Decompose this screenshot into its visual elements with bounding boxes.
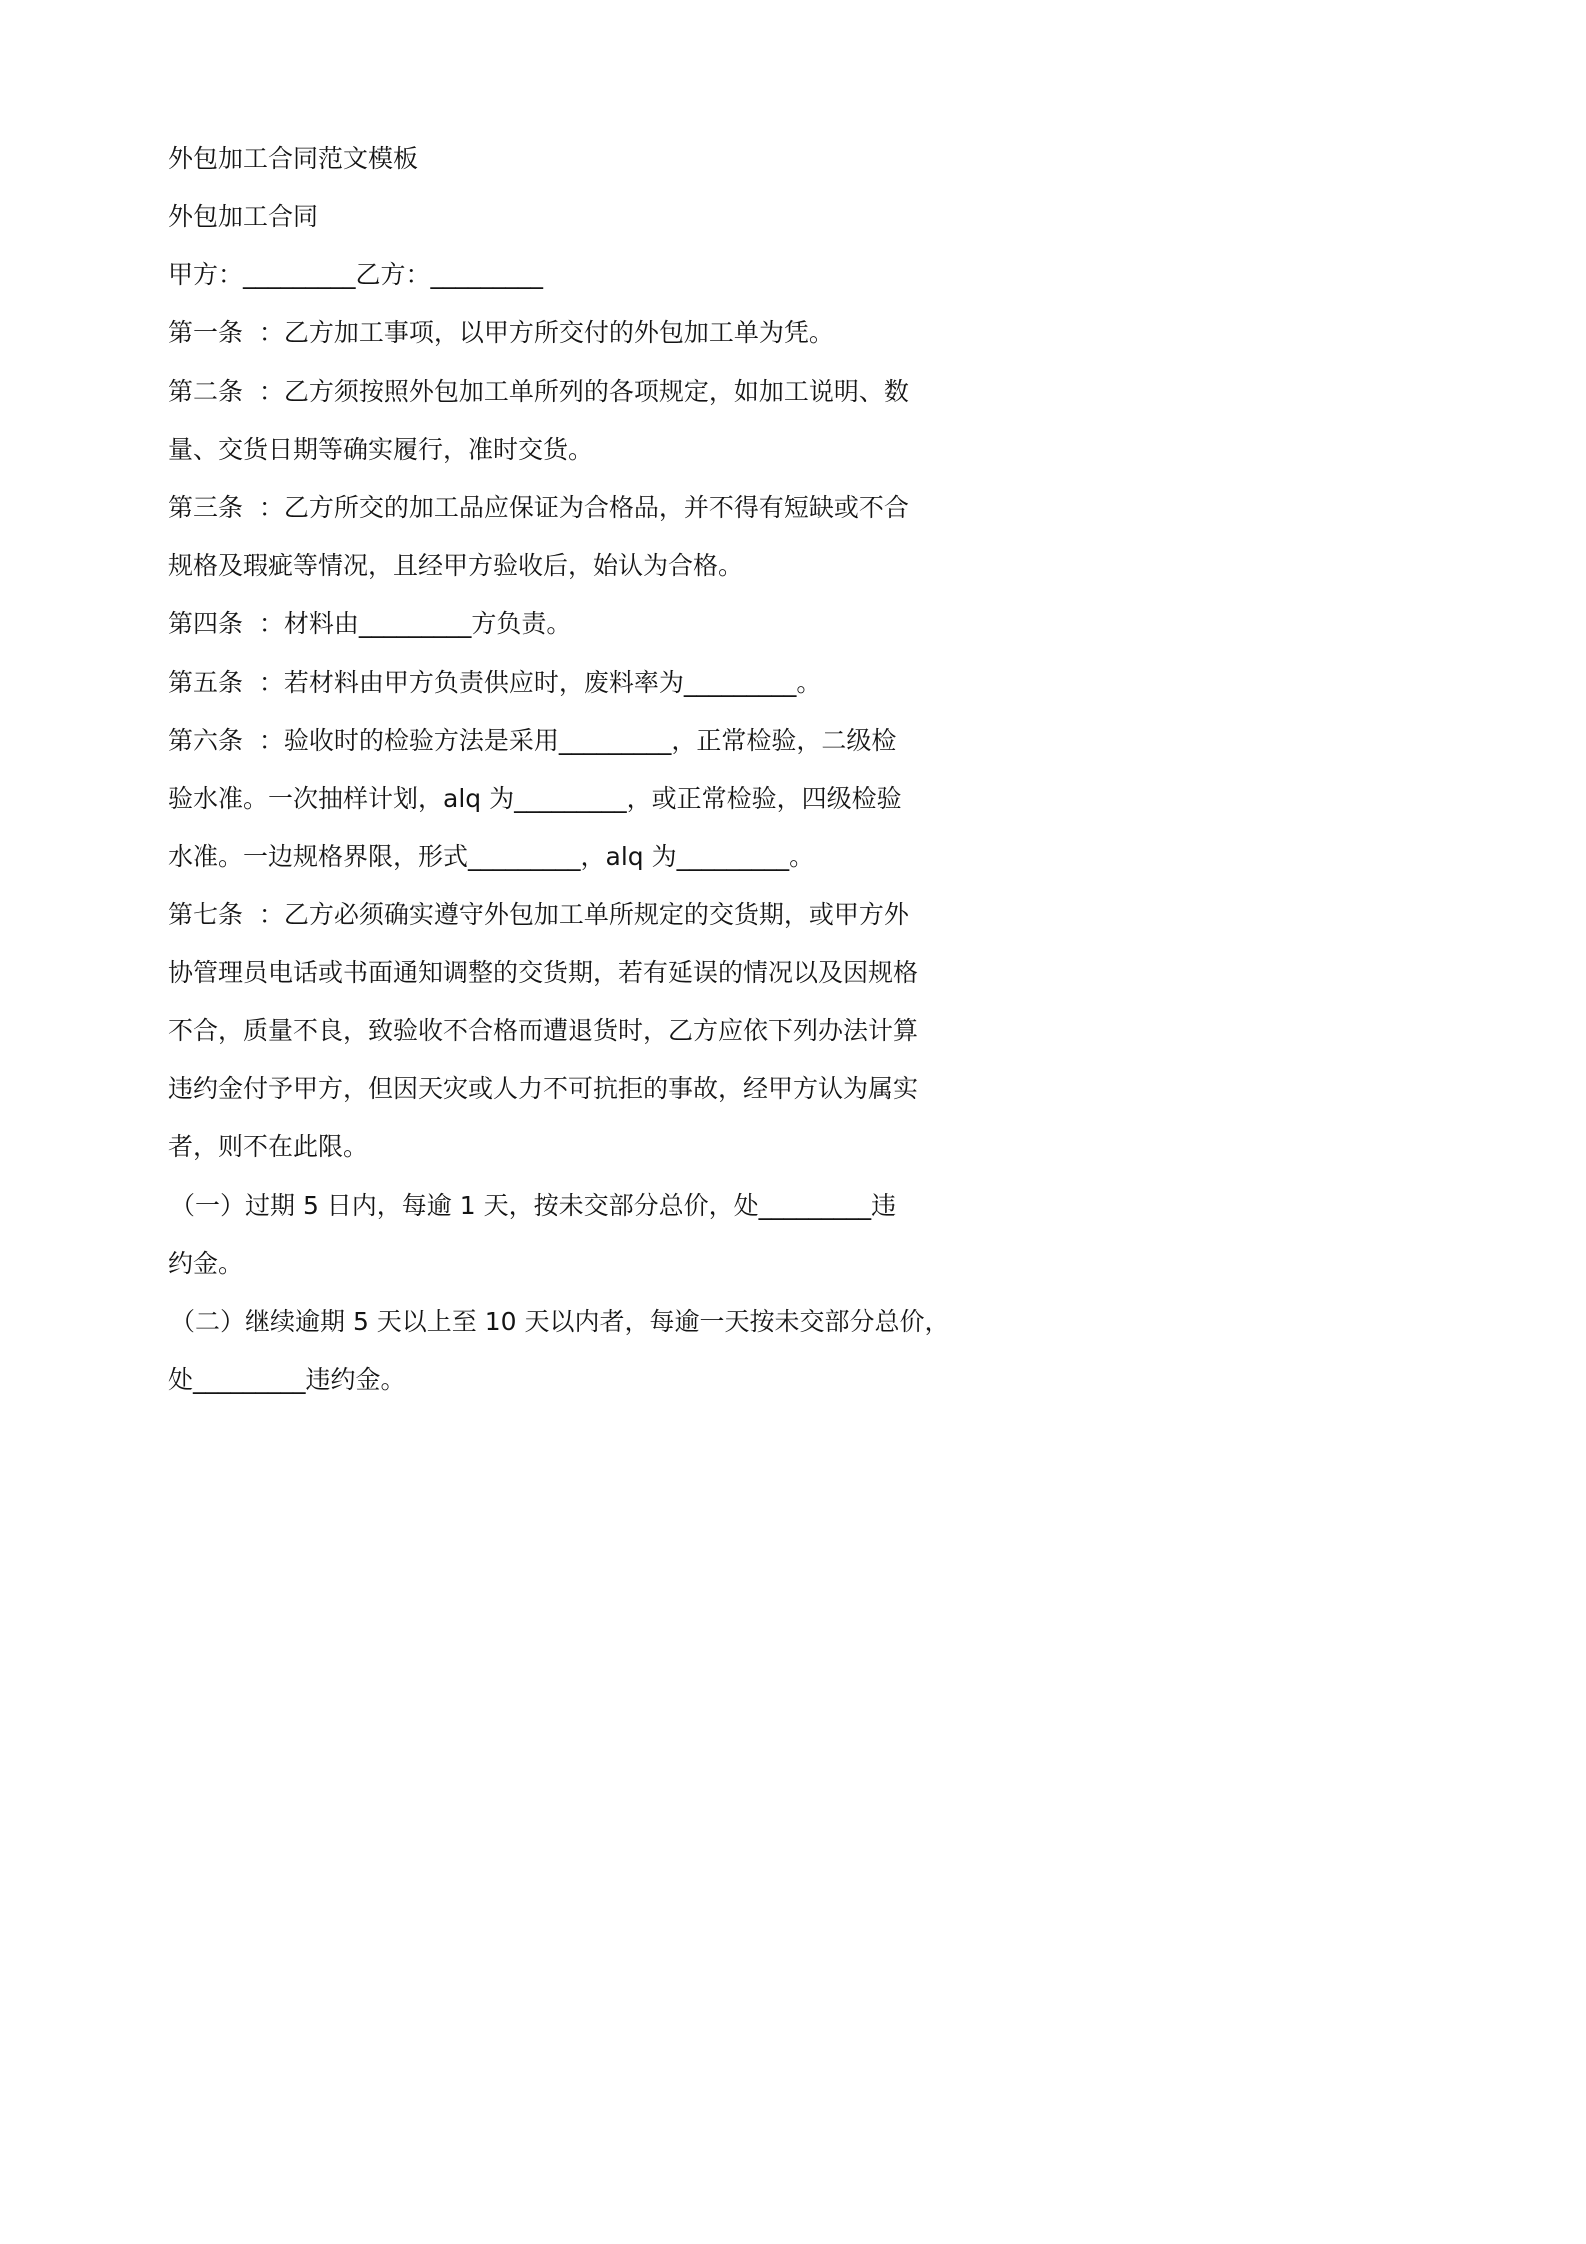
- article-2-line-2: 量、交货日期等确实履行，准时交货。: [168, 435, 594, 464]
- article-7-line-4: 违约金付予甲方，但因天灾或人力不可抗拒的事故，经甲方认为属实: [168, 1074, 919, 1103]
- article-6-line-3: 水准。一边规格界限，形式_________，alq 为_________。: [168, 842, 815, 871]
- parties-line: 甲方：_________乙方：_________: [168, 260, 544, 289]
- item-2-line-2: 处_________违约金。: [168, 1365, 406, 1394]
- item-2-line-1: （二）继续逾期 5 天以上至 10 天以内者，每逾一天按未交部分总价，: [170, 1307, 950, 1336]
- article-2-line-1: 第二条 ：乙方须按照外包加工单所列的各项规定，如加工说明、数: [168, 377, 909, 406]
- article-7-line-2: 协管理员电话或书面通知调整的交货期，若有延误的情况以及因规格: [168, 958, 919, 987]
- article-7-line-1: 第七条 ：乙方必须确实遵守外包加工单所规定的交货期，或甲方外: [168, 900, 909, 929]
- contract-title: 外包加工合同: [168, 202, 319, 231]
- article-4: 第四条 ：材料由_________方负责。: [168, 609, 572, 638]
- article-3-line-1: 第三条 ：乙方所交的加工品应保证为合格品，并不得有短缺或不合: [168, 493, 909, 522]
- article-6-line-1: 第六条 ：验收时的检验方法是采用_________，正常检验，二级检: [168, 726, 897, 755]
- article-6-line-2: 验水准。一次抽样计划，alq 为_________，或正常检验，四级检验: [168, 784, 902, 813]
- item-1-line-2: 约金。: [168, 1249, 244, 1278]
- document-title: 外包加工合同范文模板: [168, 144, 419, 173]
- article-5: 第五条 ：若材料由甲方负责供应时，废料率为_________。: [168, 668, 822, 697]
- article-3-line-2: 规格及瑕疵等情况，且经甲方验收后，始认为合格。: [168, 551, 744, 580]
- article-1: 第一条 ：乙方加工事项，以甲方所交付的外包加工单为凭。: [168, 318, 834, 347]
- item-1-line-1: （一）过期 5 日内，每逾 1 天，按未交部分总价，处_________违: [170, 1191, 897, 1220]
- article-7-line-3: 不合，质量不良，致验收不合格而遭退货时，乙方应依下列办法计算: [168, 1016, 919, 1045]
- document-page: [0, 0, 1102, 1559]
- article-7-line-5: 者，则不在此限。: [168, 1132, 369, 1161]
